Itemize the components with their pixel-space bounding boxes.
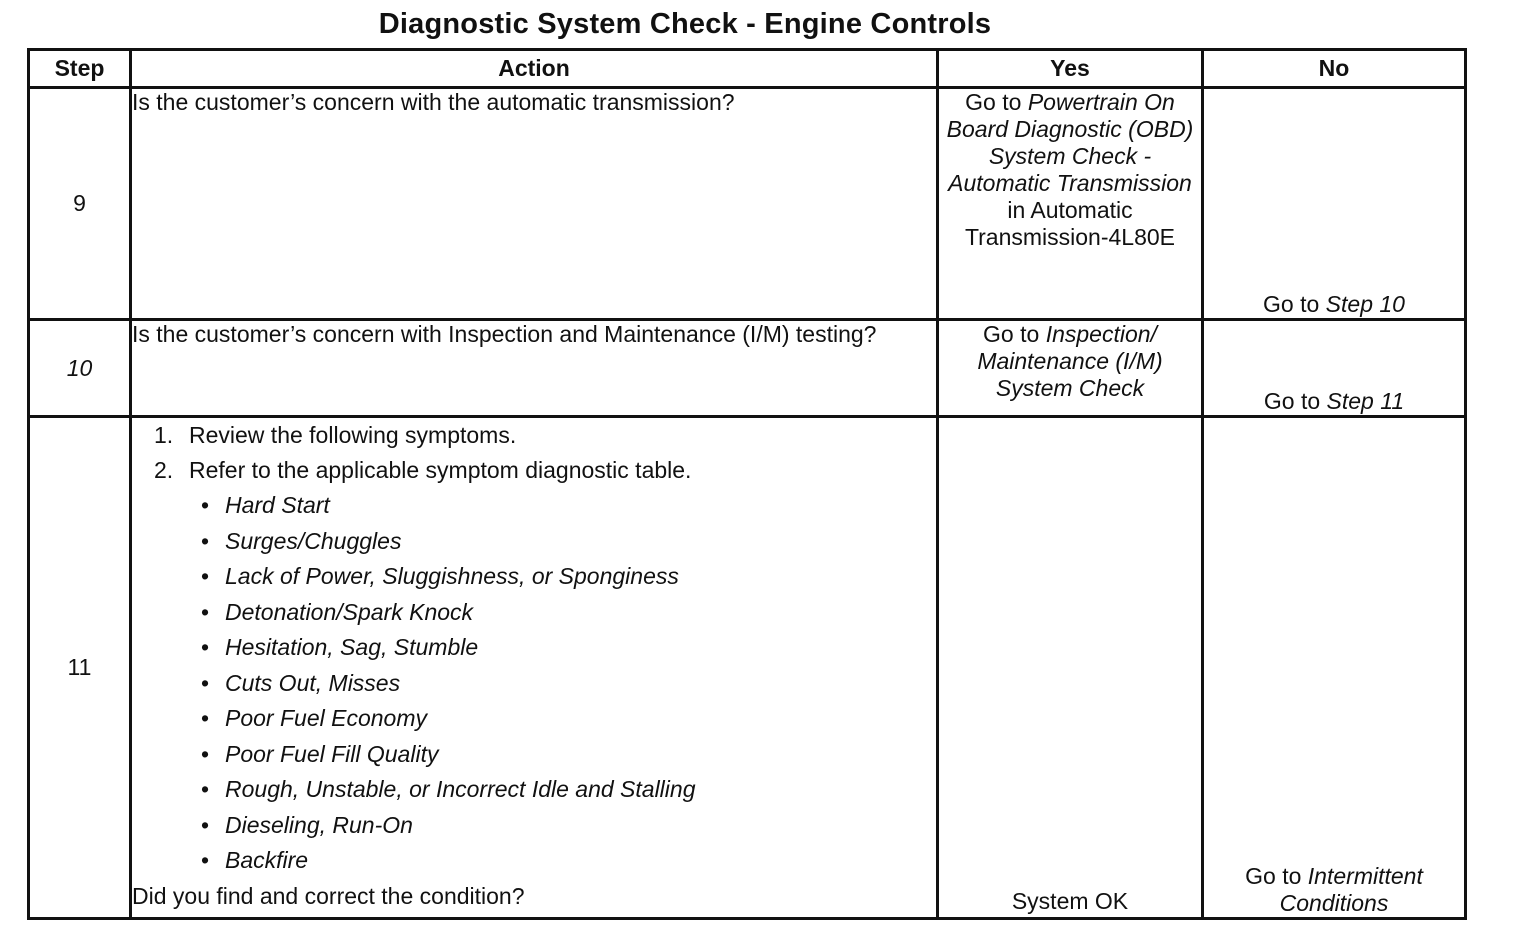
symptom-item[interactable] [132, 595, 936, 631]
bullet-icon: • [201, 527, 210, 554]
no-link-step-11[interactable]: Step 11 [1326, 388, 1405, 414]
list-text: Review the following symptoms. [189, 422, 517, 448]
list-item [132, 453, 936, 488]
header-row [29, 50, 1466, 88]
bullet-icon: • [201, 847, 210, 873]
yes-link-im-system-check[interactable]: Inspection/ Maintenance (I/M) System Check [977, 321, 1163, 401]
step-number: 11 [29, 417, 131, 919]
diagnostic-table [27, 48, 1467, 920]
symptom-item[interactable] [132, 737, 936, 773]
yes-prefix: Go to [965, 89, 1022, 115]
no-cell [1203, 88, 1466, 320]
yes-cell [938, 417, 1203, 919]
bullet-icon: • [201, 776, 210, 802]
symptom-list [132, 488, 936, 879]
symptom-item[interactable] [132, 524, 936, 560]
list-number: 2. [154, 457, 174, 483]
symptom-item[interactable] [132, 559, 936, 595]
symptom-item[interactable] [132, 488, 936, 524]
symptom-item[interactable] [132, 701, 936, 737]
table-row-step-10 [29, 320, 1466, 417]
table-row-step-9 [29, 88, 1466, 320]
symptom-label: Dieseling, Run-On [225, 811, 413, 838]
symptom-label: Hard Start [225, 492, 330, 518]
yes-prefix: Go to [983, 321, 1040, 347]
symptom-label: Poor Fuel Economy [225, 705, 427, 731]
list-item [132, 418, 936, 453]
bullet-icon: • [201, 705, 210, 731]
no-prefix: Go to [1245, 863, 1302, 889]
bullet-icon: • [201, 811, 210, 838]
symptom-item[interactable] [132, 843, 936, 879]
no-prefix: Go to [1263, 291, 1320, 317]
document-title: Diagnostic System Check - Engine Controls [378, 8, 992, 40]
symptom-label: Lack of Power, Sluggishness, or Sponginess [225, 563, 679, 589]
symptom-item[interactable] [132, 666, 936, 702]
list-text: Refer to the applicable symptom diagnostic table. [189, 457, 692, 483]
yes-cell [938, 88, 1203, 320]
no-link-step-10[interactable]: Step 10 [1325, 291, 1405, 317]
symptom-label: Hesitation, Sag, Stumble [225, 634, 479, 660]
no-cell [1203, 417, 1466, 919]
bullet-icon: • [201, 669, 210, 696]
header-no: No [1203, 50, 1466, 88]
yes-suffix: in Automatic Transmission-4L80E [964, 197, 1176, 250]
bullet-icon: • [201, 598, 210, 625]
symptom-label: Surges/Chuggles [225, 527, 402, 554]
header-action: Action [131, 50, 938, 88]
action-cell [131, 417, 938, 919]
symptom-label: Detonation/Spark Knock [225, 598, 474, 625]
symptom-item[interactable] [132, 772, 936, 808]
symptom-item[interactable] [132, 808, 936, 844]
bullet-icon: • [201, 563, 210, 589]
bullet-icon: • [201, 634, 210, 660]
table-row-step-11 [29, 417, 1466, 919]
step-number: 10 [29, 320, 131, 417]
symptom-label: Poor Fuel Fill Quality [225, 740, 439, 767]
symptom-label: Rough, Unstable, or Incorrect Idle and Stalling [225, 776, 696, 802]
action-question: Did you find and correct the condition? [132, 882, 525, 909]
header-step: Step [29, 50, 131, 88]
bullet-icon: • [201, 740, 210, 767]
no-prefix: Go to [1263, 388, 1321, 414]
action-text: Is the customer’s concern with Inspection and Maintenance (I/M) testing? [131, 320, 938, 417]
no-link-intermittent-conditions[interactable]: Intermittent Conditions [1279, 863, 1423, 916]
yes-cell [938, 320, 1203, 417]
bullet-icon: • [201, 492, 210, 518]
step-number: 9 [29, 88, 131, 320]
symptom-item[interactable] [132, 630, 936, 666]
yes-result: System OK [1011, 888, 1129, 914]
yes-link-powertrain-obd-check[interactable]: Powertrain On Board Diagnostic (OBD) System Check - Automatic Transmission [946, 89, 1194, 196]
action-text: Is the customer’s concern with the automatic transmission? [131, 88, 938, 320]
no-cell [1203, 320, 1466, 417]
symptom-label: Backfire [225, 847, 309, 873]
list-number: 1. [154, 422, 174, 448]
header-yes: Yes [938, 50, 1203, 88]
symptom-label: Cuts Out, Misses [225, 669, 401, 696]
numbered-steps [132, 418, 936, 488]
